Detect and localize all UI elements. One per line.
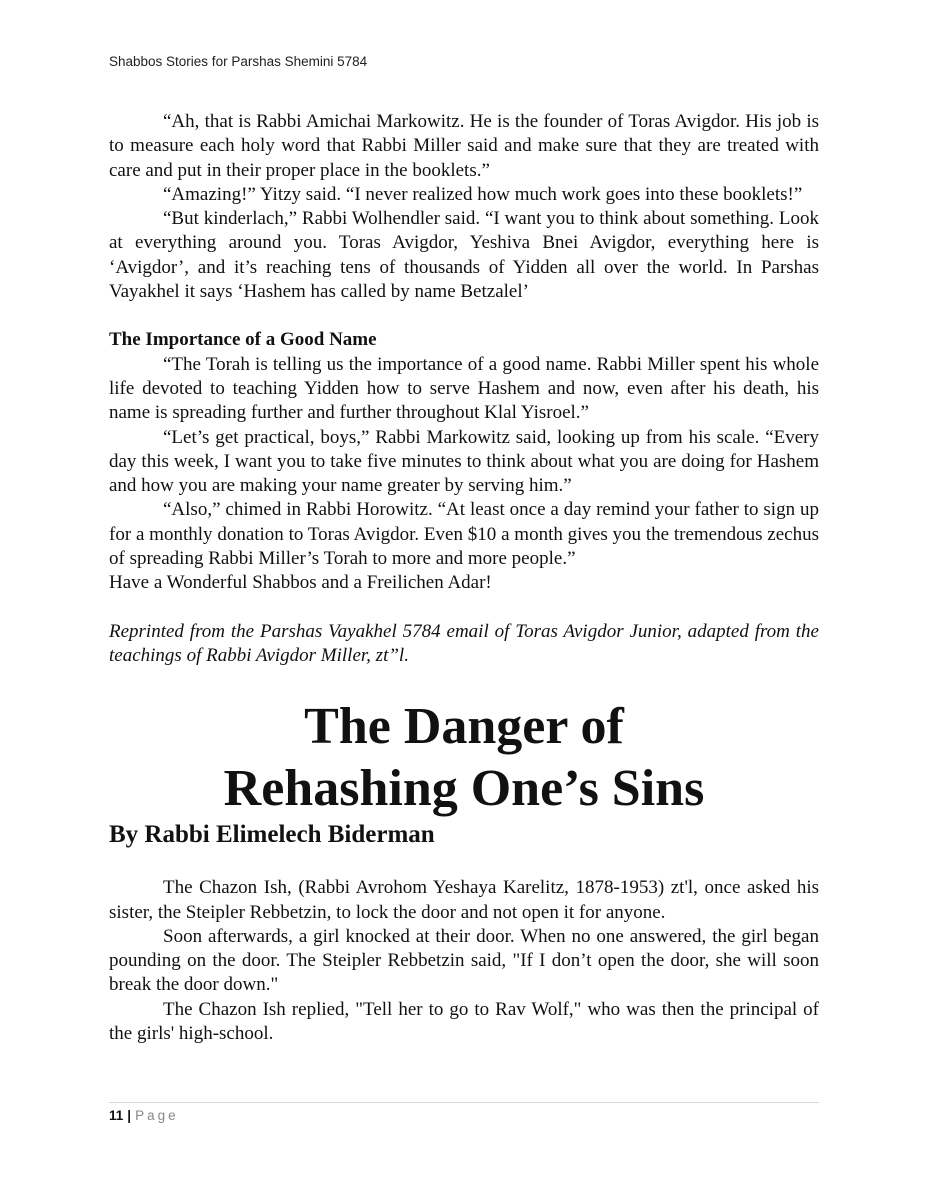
page-number: 11 [109,1108,124,1123]
story-paragraph: “But kinderlach,” Rabbi Wolhendler said. “I want you to think about something. Look at everything around you. Toras Avigdor, Yeshiva Bnei Avigdor, everything here is ‘Avigdor’, and it’s reaching tens of thousands of Yidden all over the world. In Parshas Vayakhel it says ‘Hashem has called by name Betzalel’ [109,208,819,303]
article-title [109,696,819,820]
page-body [109,110,819,1046]
article-byline: By Rabbi Elimelech Biderman [109,821,435,849]
running-header: Shabbos Stories for Parshas Shemini 5784 [109,54,368,69]
article-paragraph: Soon afterwards, a girl knocked at their door. When no one answered, the girl began pounding on the door. The Steipler Rebbetzin said, "If I don’t open the door, she will soon break the door down." [109,925,819,996]
section-subheading: The Importance of a Good Name [109,329,377,351]
story-paragraph: “Let’s get practical, boys,” Rabbi Markowitz said, looking up from his scale. “Every day this week, I want you to take five minutes to think about what you are doing for Hashem and how you are making your name greater by serving him.” [109,426,819,497]
story-paragraph: “Also,” chimed in Rabbi Horowitz. “At least once a day remind your father to sign up for a monthly donation to Toras Avigdor. Even $10 a month gives you the tremendous zechus of spreading Rabbi Miller’s Torah to more and more people.” [109,499,819,570]
spacer [109,596,819,620]
page-label: Page [135,1108,179,1123]
reprint-note: Reprinted from the Parshas Vayakhel 5784 email of Toras Avigdor Junior, adapted from the teachings of Rabbi Avigdor Miller, zt”l. [109,620,819,666]
footer-separator: | [127,1108,132,1123]
article-title-line: Rehashing One’s Sins [223,760,705,818]
story-paragraph: “Amazing!” Yitzy said. “I never realized how much work goes into these booklets!” [163,183,803,205]
article-paragraph: The Chazon Ish, (Rabbi Avrohom Yeshaya Karelitz, 1878-1953) zt'l, once asked his sister, the Steipler Rebbetzin, to lock the door and not open it for anyone. [109,877,819,923]
article-title-line: The Danger of [304,698,624,756]
closing-line: Have a Wonderful Shabbos and a Freilichen Adar! [109,572,492,594]
article-paragraph: The Chazon Ish replied, "Tell her to go to Rav Wolf," who was then the principal of the girls' high-school. [109,998,819,1045]
spacer [109,850,819,876]
story-paragraph: “Ah, that is Rabbi Amichai Markowitz. He is the founder of Toras Avigdor. His job is to measure each holy word that Rabbi Miller said and make sure that they are treated with care and put in their proper place in the booklets.” [109,111,819,181]
story-paragraph: “The Torah is telling us the importance of a good name. Rabbi Miller spent his whole life devoted to teaching Yidden how to serve Hashem and now, even after his death, his name is spreading further and further throughout Klal Yisroel.” [109,353,819,424]
spacer [109,304,819,328]
page-footer [109,1102,819,1123]
